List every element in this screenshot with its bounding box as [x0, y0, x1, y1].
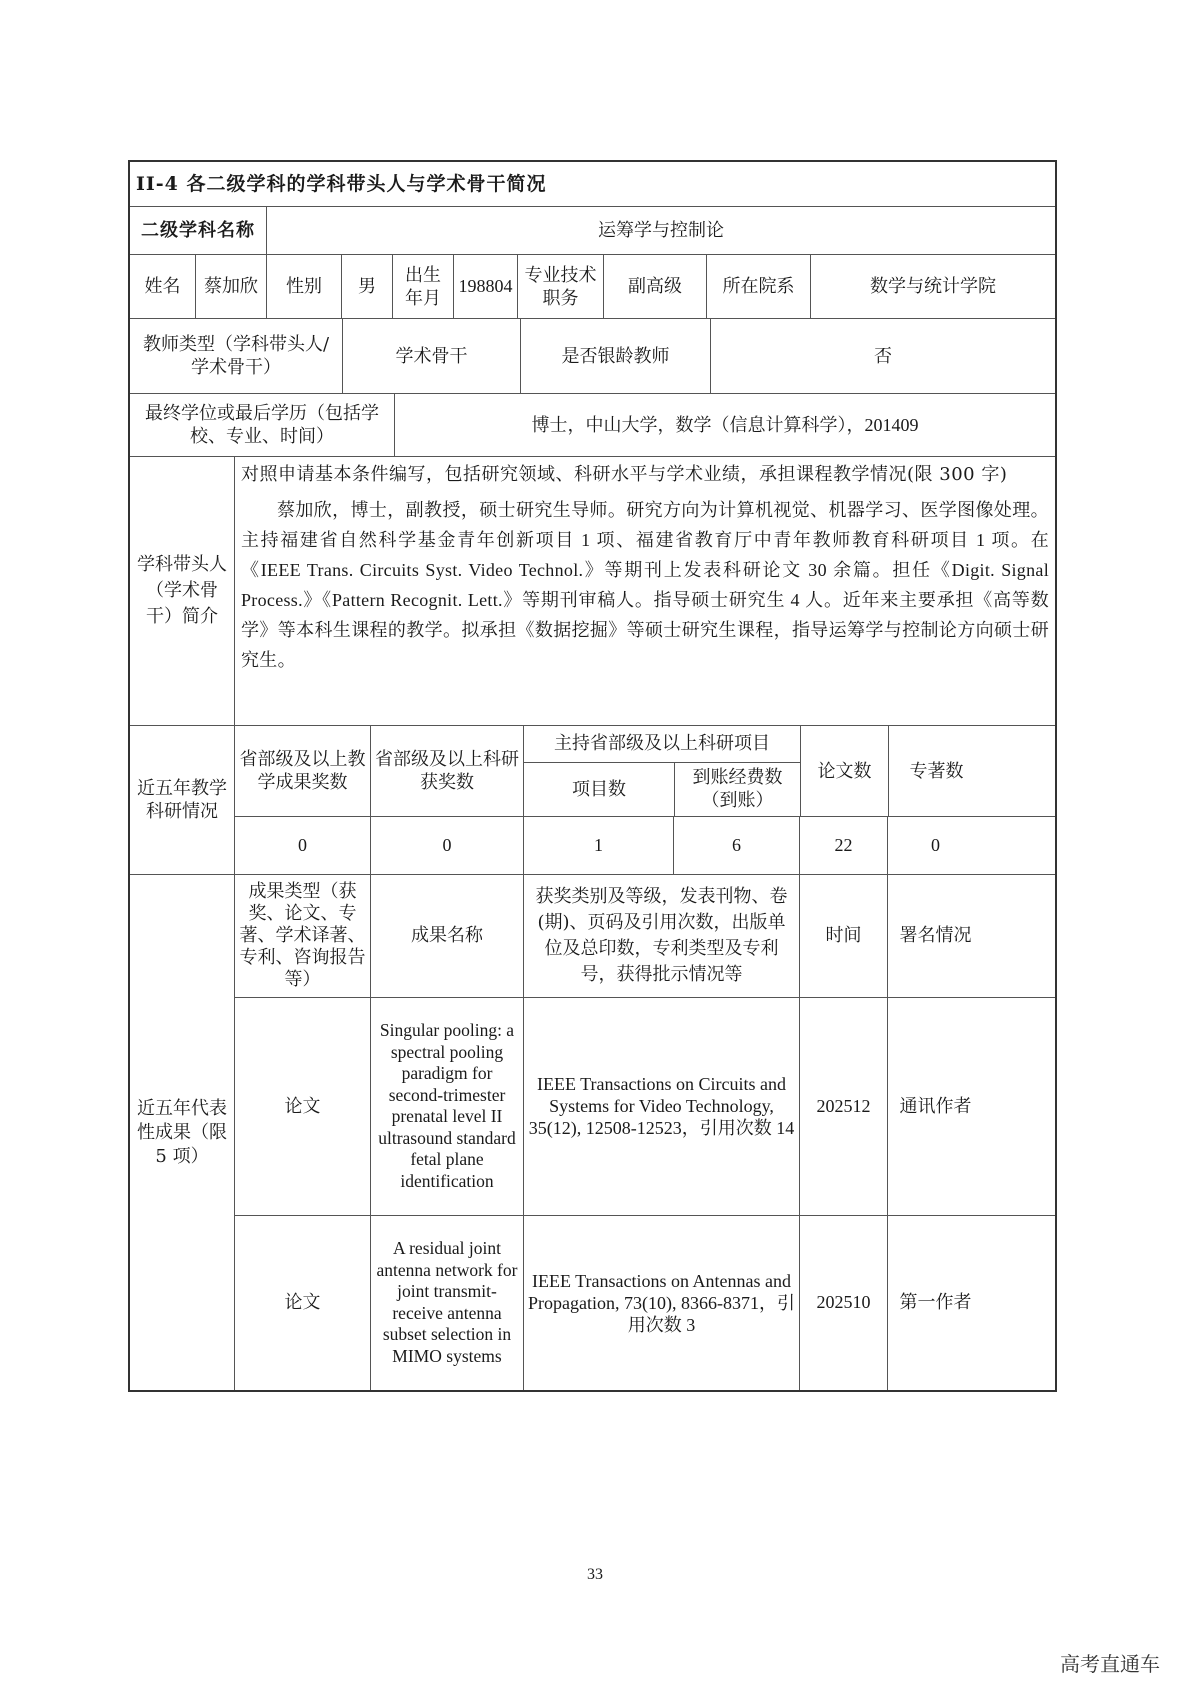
- teacher-type-label: 教师类型（学科带头人/学术骨干）: [142, 334, 330, 378]
- discipline-value: 运筹学与控制论: [266, 207, 1055, 254]
- teaching-award-label: 省部级及以上教学成果奖数: [234, 726, 370, 816]
- degree-label: 最终学位或最后学历（包括学校、专业、时间）: [145, 403, 379, 447]
- degree-row: [130, 393, 1055, 456]
- stats-table: [234, 726, 1055, 874]
- degree-value: 博士，中山大学，数学（信息计算科学），201409: [394, 394, 1055, 456]
- birth-value: 198804: [453, 255, 517, 318]
- research-award-value: 0: [370, 817, 523, 874]
- projects-group-label: 主持省部级及以上科研项目: [554, 733, 770, 755]
- intro-body: 蔡加欣，博士，副教授，硕士研究生导师。研究方向为计算机视觉、机器学习、医学图像处理。主持福建省自然科学基金青年创新项目 1 项、福建省教育厅中青年教师教育科研项目 1 项。在《IEEE Trans. Circuits Syst. Video Technol.》等期刊上发表科研论文 30 余篇。担任《Digit. Signal Process.》《Pattern Recognit. Lett.》等期刊审稿人。指导硕士研究生 4 人。近年来主要承担《高等数学》等本科生课程的教学。拟承担《数据挖掘》等硕士研究生课程，指导运筹学与控制论方向硕士研究生。: [241, 500, 1049, 670]
- achievement-type: 论文: [234, 1216, 370, 1390]
- papers-value: 22: [799, 817, 887, 874]
- stats-header: [234, 726, 1055, 816]
- funding-label: 到账经费数（到账）: [674, 763, 800, 816]
- teacher-type-value: 学术骨干: [342, 319, 520, 393]
- section-title: II-4 各二级学科的学科带头人与学术骨干简况: [136, 172, 547, 195]
- discipline-row: [130, 206, 1055, 254]
- achievement-name-header: 成果名称: [370, 875, 523, 997]
- stats-row: [130, 725, 1055, 874]
- stats-values: [234, 816, 1055, 874]
- intro-label: 学科带头人（学术骨干）简介: [137, 554, 227, 627]
- watermark: 高考直通车: [1060, 1652, 1160, 1676]
- projects-group: [523, 726, 800, 816]
- papers-label: 论文数: [800, 726, 888, 816]
- intro-row: [130, 456, 1055, 725]
- achievement-row: [234, 1215, 1055, 1390]
- teacher-type-row: [130, 318, 1055, 393]
- achievements-table: [234, 875, 1055, 1390]
- achievement-author: 第一作者: [887, 1216, 983, 1390]
- project-count-value: 1: [523, 817, 673, 874]
- dept-label: 所在院系: [706, 255, 810, 318]
- achievement-time-header: 时间: [799, 875, 887, 997]
- research-award-label: 省部级及以上科研获奖数: [370, 726, 523, 816]
- achievement-name: A residual joint antenna network for joint transmit-receive antenna subset selection in MIMO systems: [370, 1216, 523, 1390]
- achievement-detail: IEEE Transactions on Antennas and Propagation, 73(10), 8366-8371，引用次数 3: [523, 1216, 799, 1390]
- funding-value: 6: [673, 817, 799, 874]
- projects-subheaders: [524, 762, 800, 816]
- achievements-row: [130, 874, 1055, 1390]
- application-form: [128, 160, 1057, 1392]
- person-row: [130, 254, 1055, 318]
- section-title-row: [130, 162, 1055, 206]
- gender-label: 性别: [266, 255, 341, 318]
- name-label: 姓名: [144, 276, 181, 297]
- birth-label: 出生年月: [392, 255, 453, 318]
- page-number: 33: [587, 1566, 603, 1583]
- gender-value: 男: [341, 255, 392, 318]
- achievement-time: 202510: [799, 1216, 887, 1390]
- discipline-label: 二级学科名称: [141, 220, 255, 241]
- title-value: 副高级: [603, 255, 706, 318]
- senior-teacher-value: 否: [710, 319, 1055, 393]
- books-label: 专著数: [888, 726, 984, 816]
- achievement-detail-header: 获奖类别及等级，发表刊物、卷(期)、页码及引用次数，出版单位及总印数，专利类型及专利号，获得批示情况等: [523, 875, 799, 997]
- achievement-detail: IEEE Transactions on Circuits and Systems for Video Technology, 35(12), 12508-12523，引用次数 14: [523, 998, 799, 1215]
- intro-instruction: 对照申请基本条件编写，包括研究领域、科研水平与学术业绩，承担课程教学情况(限 300 字): [241, 464, 1008, 485]
- dept-value: 数学与统计学院: [810, 255, 1055, 318]
- books-value: 0: [887, 817, 983, 874]
- senior-teacher-label: 是否银龄教师: [520, 319, 710, 393]
- achievement-type: 论文: [234, 998, 370, 1215]
- achievement-name: Singular pooling: a spectral pooling paradigm for second-trimester prenatal level II ultrasound standard fetal plane identification: [370, 998, 523, 1215]
- project-count-label: 项目数: [572, 778, 626, 800]
- title-label: 专业技术职务: [517, 255, 603, 318]
- stats-label: 近五年教学科研情况: [137, 778, 227, 822]
- achievements-label: 近五年代表性成果（限 5 项）: [137, 1097, 227, 1167]
- teaching-award-value: 0: [234, 817, 370, 874]
- intro-content: [234, 457, 1055, 725]
- achievement-author-header: 署名情况: [887, 875, 983, 997]
- achievement-row: [234, 997, 1055, 1215]
- achievement-type-header: 成果类型（获奖、论文、专著、学术译著、专利、咨询报告等）: [234, 875, 370, 997]
- achievements-header: [234, 875, 1055, 997]
- achievement-author: 通讯作者: [887, 998, 983, 1215]
- name-value: 蔡加欣: [195, 255, 266, 318]
- achievement-time: 202512: [799, 998, 887, 1215]
